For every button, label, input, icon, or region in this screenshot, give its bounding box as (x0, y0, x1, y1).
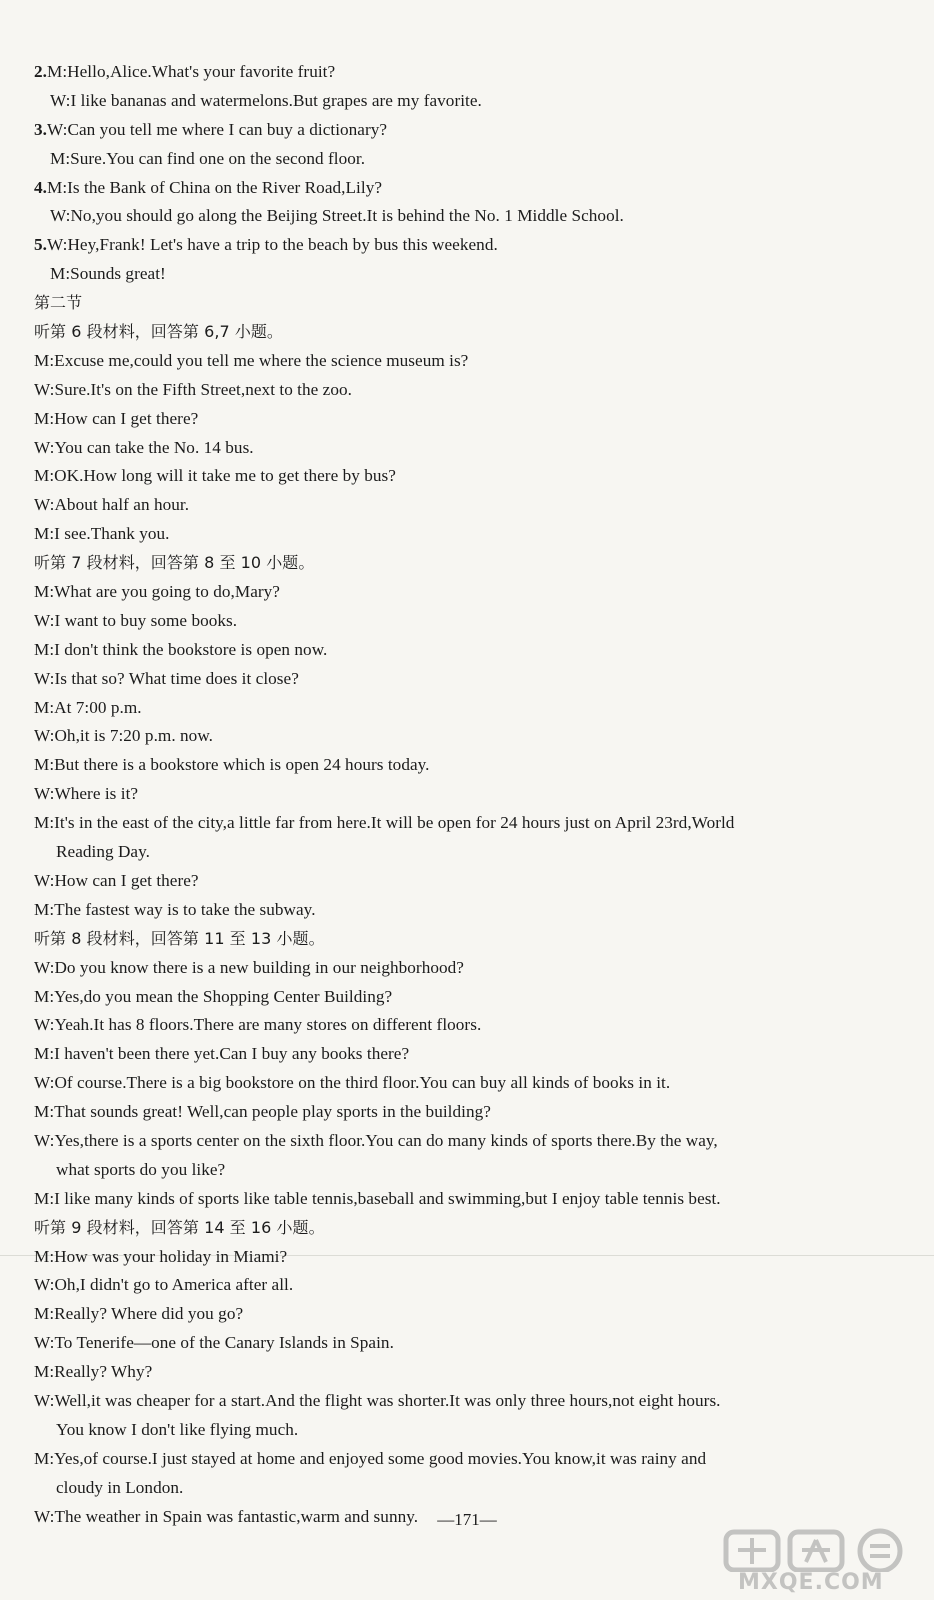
line-text: M:I like many kinds of sports like table tennis,baseball and swimming,but I enjoy table tennis best. (34, 1188, 721, 1208)
line-text: W:Oh,it is 7:20 p.m. now. (34, 726, 214, 746)
page-number: —171— (437, 1510, 497, 1529)
dialogue-line (34, 1416, 904, 1445)
dialogue-line (34, 896, 904, 925)
dialogue-line (34, 231, 904, 260)
question-number: 4. (34, 177, 47, 197)
question-number: 5. (34, 235, 47, 255)
line-text: Reading Day. (56, 842, 150, 862)
dialogue-line (34, 491, 904, 520)
line-text: M:But there is a bookstore which is open 24 hours today. (34, 755, 430, 775)
line-text: M:The fastest way is to take the subway. (34, 899, 316, 919)
dialogue-line (34, 665, 904, 694)
line-text: M:It's in the east of the city,a little far from here.It will be open for 24 hours just on April 23rd,World (34, 813, 735, 833)
line-text: W:Oh,I didn't go to America after all. (34, 1275, 294, 1295)
line-text: W:Is that so? What time does it close? (34, 668, 299, 688)
dialogue-line (34, 1474, 904, 1503)
dialogue-line (34, 1156, 904, 1185)
line-text: M:Really? Where did you go? (34, 1304, 244, 1324)
watermark-logo (720, 1528, 920, 1598)
line-text: W:Hey,Frank! Let's have a trip to the beach by bus this weekend. (47, 235, 498, 255)
dialogue-line (34, 809, 904, 838)
dialogue-line (34, 1358, 904, 1387)
dialogue-line (34, 607, 904, 636)
line-text: W:I want to buy some books. (34, 610, 238, 630)
line-text: 第二节 (34, 293, 83, 313)
line-text: 听第 8 段材料，回答第 11 至 13 小题。 (34, 928, 325, 948)
dialogue-line (34, 780, 904, 809)
dialogue-line (34, 1098, 904, 1127)
line-text: W:Where is it? (34, 784, 139, 804)
line-text: M:I don't think the bookstore is open now. (34, 639, 328, 659)
dialogue-line (34, 376, 904, 405)
section-heading (34, 318, 904, 347)
line-text: M:Sure.You can find one on the second floor. (50, 148, 366, 168)
dialogue-line (34, 202, 904, 231)
dialogue-line (34, 1445, 904, 1474)
line-text: W:No,you should go along the Beijing Street.It is behind the No. 1 Middle School. (50, 206, 624, 226)
line-text: W:Yeah.It has 8 floors.There are many stores on different floors. (34, 1015, 482, 1035)
line-text: M:Yes,do you mean the Shopping Center Building? (34, 986, 393, 1006)
dialogue-line (34, 260, 904, 289)
dialogue-line (34, 1040, 904, 1069)
dialogue-line (34, 983, 904, 1012)
section-heading (34, 289, 904, 318)
dialogue-line (34, 1271, 904, 1300)
dialogue-line (34, 58, 904, 87)
watermark-glyphs-icon (720, 1528, 920, 1572)
dialogue-line (34, 174, 904, 203)
line-text: W:Of course.There is a big bookstore on the third floor.You can buy all kinds of books in it. (34, 1073, 671, 1093)
line-text: M:Really? Why? (34, 1362, 153, 1382)
line-text: M:Hello,Alice.What's your favorite fruit? (47, 62, 336, 81)
line-text: W:Well,it was cheaper for a start.And the flight was shorter.It was only three hours,not eight hours. (34, 1390, 721, 1410)
line-text: M:At 7:00 p.m. (34, 697, 142, 717)
line-text: M:How can I get there? (34, 408, 199, 428)
dialogue-line (34, 347, 904, 376)
line-text: W:To Tenerife—one of the Canary Islands in Spain. (34, 1333, 394, 1353)
dialogue-line (34, 636, 904, 665)
line-text: M:Yes,of course.I just stayed at home and enjoyed some good movies.You know,it was rainy and (34, 1448, 707, 1468)
watermark-url: MXQE.COM (738, 1570, 884, 1595)
dialogue-line (34, 1127, 904, 1156)
line-text: M:How was your holiday in Miami? (34, 1246, 288, 1266)
line-text: M:I see.Thank you. (34, 524, 170, 544)
question-number: 2. (34, 62, 47, 81)
line-text: 听第 9 段材料，回答第 14 至 16 小题。 (34, 1217, 325, 1237)
line-text: M:Sounds great! (50, 264, 166, 284)
dialogue-line (34, 1069, 904, 1098)
section-heading (34, 1214, 904, 1243)
dialogue-line (34, 867, 904, 896)
dialogue-line (34, 838, 904, 867)
dialogue-line (34, 405, 904, 434)
line-text: M:Is the Bank of China on the River Road,Lily? (47, 177, 383, 197)
section-heading (34, 549, 904, 578)
dialogue-line (34, 434, 904, 463)
line-text: W:About half an hour. (34, 495, 190, 515)
line-text: W:You can take the No. 14 bus. (34, 437, 254, 457)
line-text: 听第 7 段材料，回答第 8 至 10 小题。 (34, 553, 315, 573)
question-number: 3. (34, 119, 47, 139)
dialogue-line (34, 1329, 904, 1358)
dialogue-line (34, 462, 904, 491)
dialogue-line (34, 578, 904, 607)
dialogue-line (34, 87, 904, 116)
line-text: W:I like bananas and watermelons.But grapes are my favorite. (50, 90, 482, 110)
dialogue-line (34, 1387, 904, 1416)
dialogue-line (34, 722, 904, 751)
line-text: M:What are you going to do,Mary? (34, 582, 280, 602)
dialogue-line (34, 1011, 904, 1040)
line-text: M:I haven't been there yet.Can I buy any books there? (34, 1044, 410, 1064)
line-text: 听第 6 段材料，回答第 6,7 小题。 (34, 322, 283, 342)
dialogue-line (34, 751, 904, 780)
line-text: M:OK.How long will it take me to get there by bus? (34, 466, 396, 486)
line-text: W:The weather in Spain was fantastic,warm and sunny. (34, 1506, 419, 1526)
line-text: W:Yes,there is a sports center on the sixth floor.You can do many kinds of sports there.By the way, (34, 1130, 718, 1150)
line-text: W:How can I get there? (34, 870, 199, 890)
dialogue-line (34, 1243, 904, 1272)
line-text: W:Do you know there is a new building in our neighborhood? (34, 957, 464, 977)
dialogue-line (34, 145, 904, 174)
dialogue-line (34, 1185, 904, 1214)
line-text: W:Can you tell me where I can buy a dictionary? (47, 119, 388, 139)
line-text: what sports do you like? (56, 1159, 226, 1179)
dialogue-line (34, 694, 904, 723)
dialogue-line (34, 520, 904, 549)
transcript-text (34, 58, 904, 1531)
line-text: W:Sure.It's on the Fifth Street,next to the zoo. (34, 379, 352, 399)
section-heading (34, 925, 904, 954)
dialogue-line (34, 1300, 904, 1329)
line-text: M:That sounds great! Well,can people play sports in the building? (34, 1102, 491, 1122)
line-text: You know I don't like flying much. (56, 1419, 299, 1439)
dialogue-line (34, 116, 904, 145)
line-text: cloudy in London. (56, 1477, 184, 1497)
line-text: M:Excuse me,could you tell me where the science museum is? (34, 350, 469, 370)
dialogue-line (34, 954, 904, 983)
